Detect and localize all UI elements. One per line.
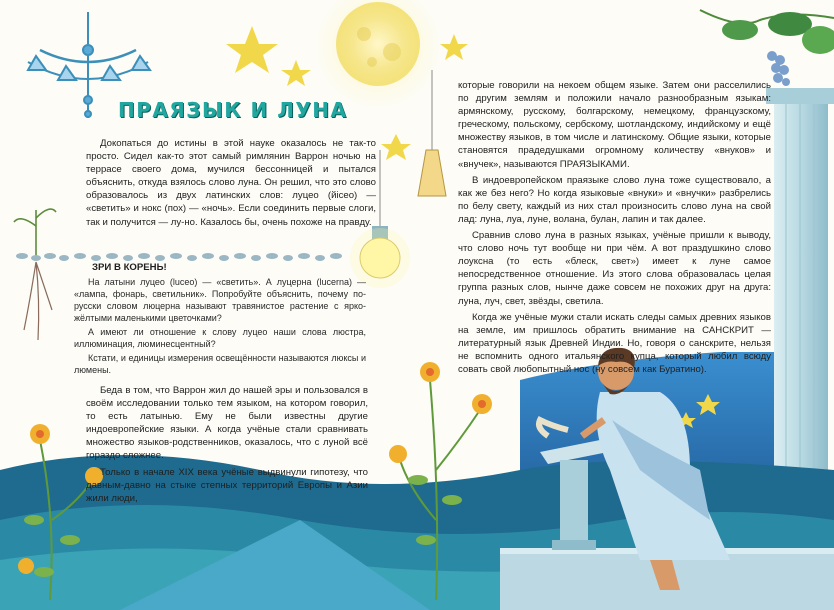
paragraph: которые говорили на некоем общем языке. Затем они расселились по другим землям и положили начало разнообразным языкам: армянскому, русскому, болгарскому, немецкому, французскому, греческому, польскому, сербскому, шотландскому, индийскому и ещё множеству языков, в том числе и латинскому. Общие языки, которые становятся прадедушками огромному количеству «внуков» и «внучек», называются ПРАЯЗЫКАМИ.: [458, 80, 771, 170]
grape-vine-icon: [700, 10, 834, 86]
sidebar-title: ЗРИ В КОРЕНЬ!: [92, 262, 167, 273]
moon-icon: [336, 2, 420, 86]
paragraph: Докопаться до истины в этой науке оказалось не так-то просто. Сидел как-то этот самый римлянин Варрон ночью на террасе своего дома, мучился бессонницей и пытался объяснить, откуда взялось слово луна. Он решил, что это слово образовалось из двух латинских слов: луцео (йісео) — «светить» и нокс (пох) — «ночь». Если соединить первые слоги, так и получится — лу-но. Казалось бы, очень похоже на правду.: [86, 138, 376, 228]
paragraph: Сравнив слово луна в разных языках, учёные пришли к выводу, что слово ночь тут вообще ни при чём. А вот праздушкино слово лоуксна (то есть «блеск, свет») имеет к луне самое непосредственное отношение. Из этого слова образовалась целая группа разных слов, нынче даже совсем не похожих друг на друга: луна, луч, свет, звёзды, светила.: [458, 230, 771, 307]
intro-text: [86, 137, 376, 232]
pebble-divider: [16, 253, 342, 261]
paragraph: Только в начале XIX века учёные выдвинули гипотезу, что давным-давно на стыке степных территорий Европы и Азии жили люди,: [86, 466, 368, 504]
paragraph: Беда в том, что Варрон жил до нашей эры и пользовался в своём исследовании только тем языком, на котором говорил, то есть латынью. Ему не были известны другие индоевропейские языки. А когда учёные стали сравнивать множество языков-родственников, оказалось, что с луной всё гораздо сложнее.: [86, 385, 368, 462]
sidebar-box: [74, 262, 366, 378]
right-column-text: [458, 79, 771, 379]
paragraph: В индоевропейском праязыке слово луна тоже существовало, а как же без него? Но когда языковые «внуки» и «внучки» разбрелись по белу свету, каждый из них стал произносить слово луна на свой лад: луна, луа, луне, волана, булан, лапин и так далее.: [458, 174, 771, 225]
paragraph: Когда же учёные мужи стали искать следы самых древних языков на земле, им пришлось обратить внимание на САНСКРИТ — литературный язык Древней Индии. Но, говоря о санскрите, нельзя не вспомнить одного итальянского купца, который любил всюду совать свой любопытный нос (ну совсем как Буратино).: [458, 311, 771, 375]
sidebar-paragraph: А имеют ли отношение к слову луцео наши слова люстра, иллюминация, люминесцентный?: [74, 327, 366, 349]
sidebar-paragraph: На латыни луцео (luceo) — «светить». А луцерна (lucerna) — «лампа, фонарь, светильник». Попробуйте объяснить, почему по-русски словом люцерна называют травянистое растение с ярко-жёлтыми маленькими цветочками?: [74, 277, 366, 323]
page-title: ПРАЯЗЫК И ЛУНА: [118, 98, 348, 122]
left-bottom-text: [86, 384, 368, 508]
sidebar-paragraph: Кстати, и единицы измерения освещённости называются люксы и люмены.: [74, 353, 366, 375]
sprout-icon: [14, 209, 56, 340]
